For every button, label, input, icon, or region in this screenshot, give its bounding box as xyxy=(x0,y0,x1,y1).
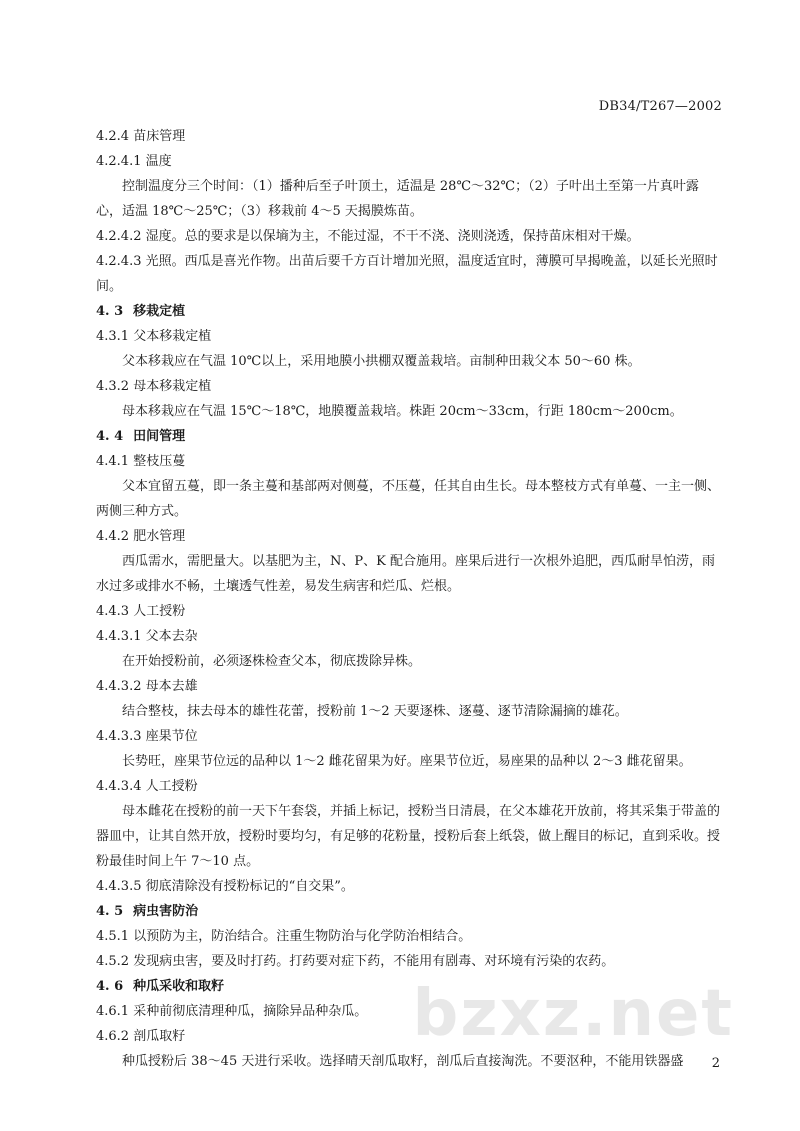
heading-4-2-4: 4.2.4 苗床管理 xyxy=(96,129,186,144)
heading-4-4-3-2: 4.4.3.2 母本去雄 xyxy=(96,679,198,694)
heading-4-3-2: 4.3.2 母本移栽定植 xyxy=(96,379,212,394)
section-number: 4. 6 xyxy=(96,979,124,994)
paragraph-4-6-2: 种瓜授粉后 38～45 天进行采收。选择晴天剖瓜取籽，剖瓜后直接淘洗。不要沤种，不能用铁器盛 xyxy=(122,1054,684,1069)
section-4-4 xyxy=(96,424,720,449)
heading-4-6-2: 4.6.2 剖瓜取籽 xyxy=(96,1029,186,1044)
heading-4-4-3: 4.4.3 人工授粉 xyxy=(96,604,186,619)
paragraph-4-4-3-2: 结合整枝，抹去母本的雄性花蕾，授粉前 1～2 天要逐株、逐蔓、逐节清除漏摘的雄花。 xyxy=(122,704,628,719)
heading-4-5-1: 4.5.1 以预防为主，防治结合。注重生物防治与化学防治相结合。 xyxy=(96,929,472,944)
heading-4-4-3-4: 4.4.3.4 人工授粉 xyxy=(96,779,198,794)
heading-4-6-1: 4.6.1 采种前彻底清理种瓜，摘除异品种杂瓜。 xyxy=(96,1004,368,1019)
section-title: 病虫害防治 xyxy=(133,904,199,919)
page-number: 2 xyxy=(711,1056,720,1071)
section-title: 移栽定植 xyxy=(133,304,186,319)
section-number: 4. 5 xyxy=(96,904,124,919)
heading-4-2-4-2: 4.2.4.2 湿度。总的要求是以保墒为主，不能过湿，不干不浇、浇则浇透，保持苗床相对干燥。 xyxy=(96,229,640,244)
section-4-3 xyxy=(96,299,720,324)
heading-4-4-3-3: 4.4.3.3 座果节位 xyxy=(96,729,198,744)
page-header-doc-code: DB34/T267—2002 xyxy=(598,99,722,114)
heading-4-4-1: 4.4.1 整枝压蔓 xyxy=(96,454,186,469)
heading-4-4-3-1: 4.4.3.1 父本去杂 xyxy=(96,629,198,644)
section-number: 4. 4 xyxy=(96,429,124,444)
paragraph-4-3-1: 父本移栽应在气温 10℃以上，采用地膜小拱棚双覆盖栽培。亩制种田栽父本 50～60 株。 xyxy=(122,354,641,369)
heading-4-4-2: 4.4.2 肥水管理 xyxy=(96,529,186,544)
section-title: 种瓜采收和取籽 xyxy=(133,979,225,994)
paragraph-4-4-3-1: 在开始授粉前，必须逐株检查父本，彻底拨除异株。 xyxy=(122,654,422,669)
paragraph-4-4-2: 西瓜需水，需肥量大。以基肥为主，N、P、K 配合施用。座果后进行一次根外追肥，西瓜耐旱怕涝，雨水过多或排水不畅，土壤透气性差，易发生病害和烂瓜、烂根。 xyxy=(96,554,715,594)
paragraph-4-4-3-4: 母本雌花在授粉的前一天下午套袋，并插上标记，授粉当日清晨，在父本雄花开放前，将其采集于带盖的器皿中，让其自然开放，授粉时要均匀，有足够的花粉量，授粉后套上纸袋，做上醒目的标记，直到采收。授粉最佳时间上午 7～10 点。 xyxy=(96,804,721,869)
paragraph-4-3-2: 母本移栽应在气温 15℃～18℃，地膜覆盖栽培。株距 20cm～33cm，行距 180cm～200cm。 xyxy=(122,404,683,419)
document-body xyxy=(96,124,720,1074)
paragraph-4-4-1: 父本宜留五蔓，即一条主蔓和基部两对侧蔓，不压蔓，任其自由生长。母本整枝方式有单蔓、一主一侧、两侧三种方式。 xyxy=(96,479,721,519)
section-number: 4. 3 xyxy=(96,304,124,319)
section-title: 田间管理 xyxy=(133,429,186,444)
section-4-5 xyxy=(96,899,720,924)
paragraph-temperature: 控制温度分三个时间：（1）播种后至子叶顶土，适温是 28℃～32℃；（2）子叶出土至第一片真叶露心，适温 18℃～25℃；（3）移栽前 4～5 天揭膜炼苗。 xyxy=(96,179,699,219)
heading-4-2-4-1: 4.2.4.1 温度 xyxy=(96,154,172,169)
watermark-logo: bzxz.net xyxy=(412,977,734,1051)
paragraph-4-2-4-3: 4.2.4.3 光照。西瓜是喜光作物。出苗后要千方百计增加光照，温度适宜时，薄膜可早揭晚盖，以延长光照时间。 xyxy=(96,254,718,294)
heading-4-5-2: 4.5.2 发现病虫害，要及时打药。打药要对症下药，不能用有剧毒、对环境有污染的农药。 xyxy=(96,954,615,969)
paragraph-4-4-3-3: 长势旺，座果节位远的品种以 1～2 雌花留果为好。座果节位近，易座果的品种以 2～3 雌花留果。 xyxy=(122,754,692,769)
heading-4-4-3-5: 4.4.3.5 彻底清除没有授粉标记的“自交果”。 xyxy=(96,879,354,894)
heading-4-3-1: 4.3.1 父本移栽定植 xyxy=(96,329,212,344)
